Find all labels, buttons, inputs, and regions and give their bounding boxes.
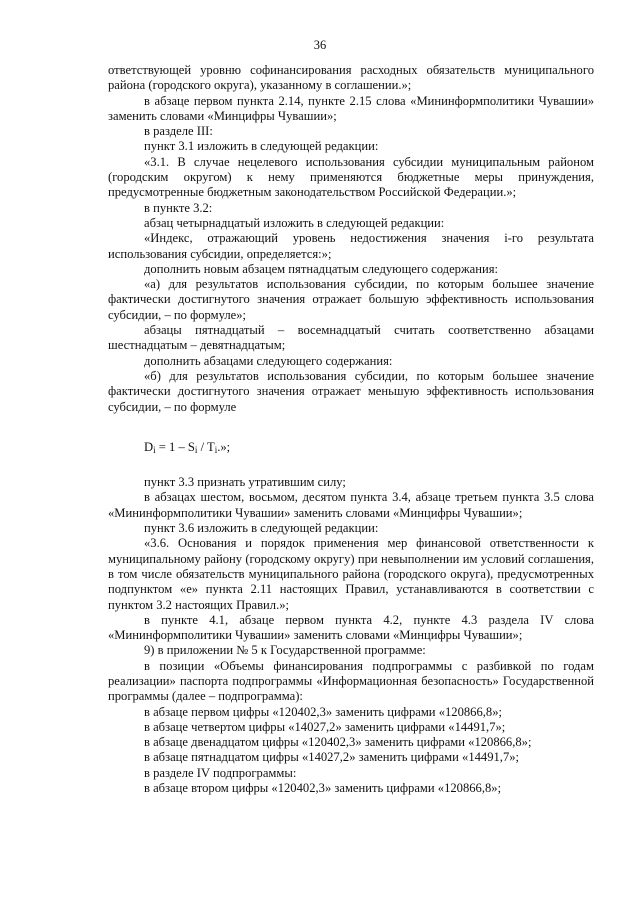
paragraph: в пункте 4.1, абзаце первом пункта 4.2, пункте 4.3 раздела IV слова «Мининформполитики Чувашии» заменить словами «Минцифры Чувашии»; xyxy=(108,612,594,643)
paragraphs-before-formula xyxy=(108,63,594,415)
paragraph: в абзаце пятнадцатом цифры «14027,2» заменить цифрами «14491,7»; xyxy=(144,750,520,765)
formula-middle: = 1 – S xyxy=(155,439,195,454)
page-number: 36 xyxy=(313,38,327,52)
paragraph: «3.6. Основания и порядок применения мер финансовой ответственности к муниципальному району (городскому округу) при невыполнении им условий соглашения, в том числе обязательств муниципального района (городского округа), предусмотренных подпунктом «е» пункта 2.11 настоящих Правил, устанавливаются в соответствии с пунктом 3.2 настоящих Правил.»; xyxy=(108,536,594,612)
paragraph: 9) в приложении № 5 к Государственной программе: xyxy=(144,643,426,658)
formula-t-subscript: i xyxy=(214,444,218,455)
formula xyxy=(108,440,594,455)
paragraph: в абзацах шестом, восьмом, десятом пункта 3.4, абзаце третьем пункта 3.5 слова «Мининформполитики Чувашии» заменить словами «Минцифры Чувашии»; xyxy=(108,490,594,520)
paragraph: в позиции «Объемы финансирования подпрограммы с разбивкой по годам реализации» паспорта подпрограммы «Информационная безопасность» Государственной программы (далее – подпрограмма): xyxy=(108,658,594,704)
paragraph: дополнить новым абзацем пятнадцатым следующего содержания: xyxy=(144,261,499,276)
paragraph: «б) для результатов использования субсидии, по которым большее значение фактически достигнутого значения отражает меньшую эффективность использования субсидии, – по формуле xyxy=(108,368,594,414)
paragraph: в абзаце двенадцатом цифры «120402,3» заменить цифрами «120866,8»; xyxy=(144,735,532,750)
paragraph: в абзаце четвертом цифры «14027,2» заменить цифрами «14491,7»; xyxy=(144,719,506,734)
formula-slash: / T xyxy=(197,439,215,454)
paragraph: абзацы пятнадцатый – восемнадцатый считать соответственно абзацами шестнадцатым – девятнадцатым; xyxy=(108,323,594,353)
paragraph: в абзаце первом пункта 2.14, пункте 2.15 слова «Мининформполитики Чувашии» заменить словами «Минцифры Чувашии»; xyxy=(108,93,594,123)
paragraph: в абзаце первом цифры «120402,3» заменить цифрами «120866,8»; xyxy=(144,704,503,719)
paragraph: в абзаце втором цифры «120402,3» заменить цифрами «120866,8»; xyxy=(144,781,502,796)
paragraphs-after-formula xyxy=(108,475,594,796)
paragraph: в пункте 3.2: xyxy=(144,200,213,215)
paragraph: пункт 3.3 признать утратившим силу; xyxy=(144,475,346,490)
paragraph: дополнить абзацами следующего содержания: xyxy=(144,353,393,368)
formula-d: D xyxy=(144,439,154,454)
paragraph: пункт 3.1 изложить в следующей редакции: xyxy=(144,139,379,154)
paragraph: пункт 3.6 изложить в следующей редакции: xyxy=(144,521,379,536)
paragraph: абзац четырнадцатый изложить в следующей редакции: xyxy=(144,215,445,230)
paragraph: в разделе IV подпрограммы: xyxy=(144,765,297,780)
paragraph: в разделе III: xyxy=(144,124,213,139)
paragraph: «а) для результатов использования субсидии, по которым большее значение фактически достигнутого значения отражает большую эффективность использования субсидии, – по формуле»; xyxy=(108,277,594,322)
formula-d-subscript: i xyxy=(153,444,156,455)
paragraph: «Индекс, отражающий уровень недостижения значения i-го результата использования субсидии, определяется:»; xyxy=(108,231,594,261)
paragraph: «3.1. В случае нецелевого использования субсидии муниципальным районом (городским округом) к нему применяются бюджетные меры принуждения, предусмотренные бюджетным законодательством Российской Федерации.»; xyxy=(108,154,594,200)
document-body xyxy=(108,63,594,796)
paragraph: ответствующей уровню софинансирования расходных обязательств муниципального района (городского округа), указанному в соглашении.»; xyxy=(108,63,594,93)
formula-s-subscript: i xyxy=(194,444,198,455)
formula-end: .»; xyxy=(217,439,231,454)
